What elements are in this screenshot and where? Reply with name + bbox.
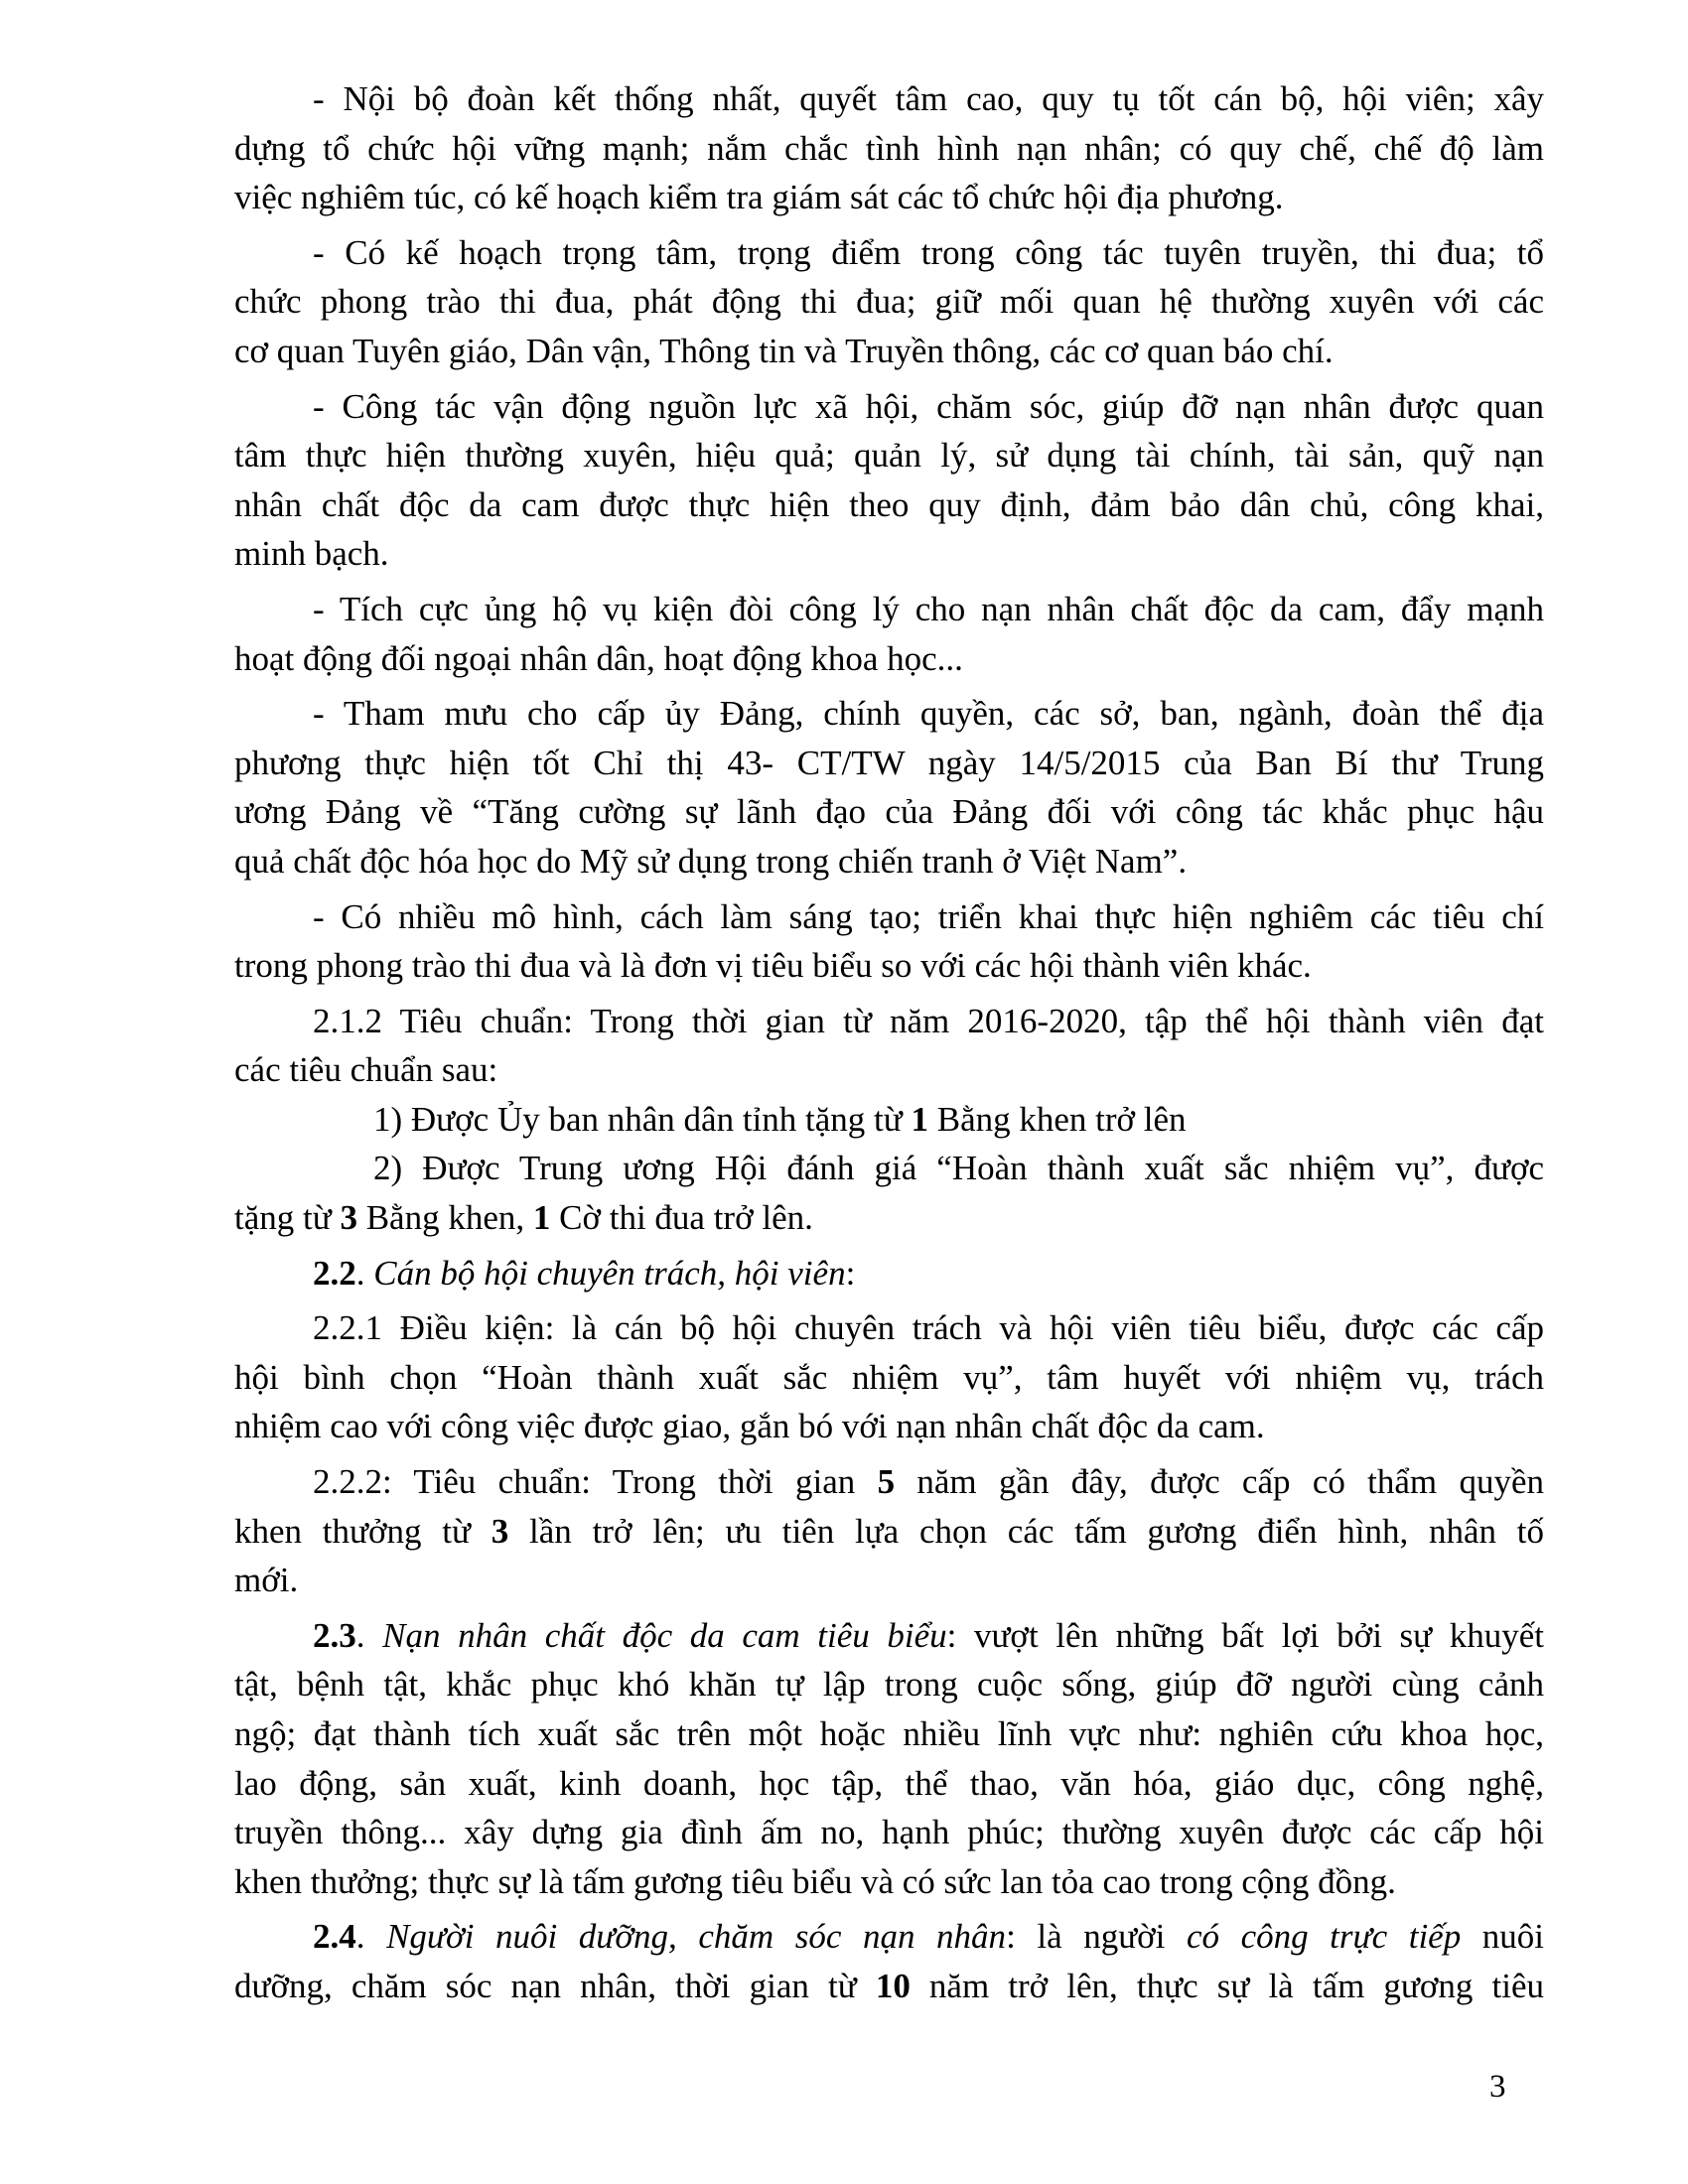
text-segment: nhiệm cao với công việc được giao, gắn bó với nạn nhân chất độc da cam.	[234, 1407, 1265, 1446]
bold-text: 5	[877, 1462, 896, 1502]
text-segment: khen thưởng; thực sự là tấm gương tiêu biểu và có sức lan tỏa cao trong cộng đồng.	[234, 1861, 1396, 1901]
text-line	[234, 1193, 1544, 1243]
text-line	[234, 1095, 1544, 1145]
text-line	[234, 1507, 1544, 1557]
text-line	[234, 1402, 1544, 1451]
paragraph	[234, 1144, 1544, 1242]
text-line	[234, 787, 1544, 837]
bold-text: 1	[911, 1099, 928, 1139]
text-segment: - Có kế hoạch trọng tâm, trọng điểm trong công tác tuyên truyền, thi đua; tổ	[313, 232, 1544, 272]
paragraph	[234, 1611, 1544, 1907]
text-segment: : vượt lên những bất lợi bởi sự khuyết	[946, 1615, 1544, 1655]
text-segment: 2.1.2 Tiêu chuẩn: Trong thời gian từ năm 2016-2020, tập thể hội thành viên đạt	[313, 1001, 1544, 1040]
text-segment: - Có nhiều mô hình, cách làm sáng tạo; triển khai thực hiện nghiêm các tiêu chí	[313, 896, 1544, 936]
italic-text: Cán bộ hội chuyên trách, hội viên	[373, 1253, 846, 1293]
text-segment: truyền thông... xây dựng gia đình ấm no, hạnh phúc; thường xuyên được các cấp hội	[234, 1813, 1544, 1852]
text-line	[234, 1759, 1544, 1809]
text-segment: nhân chất độc da cam được thực hiện theo quy định, đảm bảo dân chủ, công khai,	[234, 484, 1544, 524]
bold-text: 3	[491, 1511, 509, 1551]
text-line	[234, 431, 1544, 480]
text-line	[234, 892, 1544, 942]
paragraph	[234, 892, 1544, 991]
text-line	[234, 1962, 1544, 2011]
text-segment: - Công tác vận động nguồn lực xã hội, chăm sóc, giúp đỡ nạn nhân được quan	[313, 386, 1544, 426]
text-segment: chức phong trào thi đua, phát động thi đua; giữ mối quan hệ thường xuyên với các	[234, 282, 1544, 322]
text-line	[234, 1912, 1544, 1962]
text-segment: minh bạch.	[234, 534, 389, 574]
text-segment: lần trở lên; ưu tiên lựa chọn các tấm gương điển hình, nhân tố	[508, 1511, 1545, 1551]
text-line	[234, 1045, 1544, 1095]
text-segment: hoạt động đối ngoại nhân dân, hoạt động khoa học...	[234, 638, 963, 678]
text-segment: dưỡng, chăm sóc nạn nhân, thời gian từ	[234, 1966, 876, 2005]
text-segment: Cờ thi đua trở lên.	[550, 1198, 813, 1238]
bold-text: 10	[875, 1966, 911, 2005]
text-segment: cơ quan Tuyên giáo, Dân vận, Thông tin và Truyền thông, các cơ quan báo chí.	[234, 331, 1334, 370]
text-line	[234, 1857, 1544, 1907]
text-segment: năm gần đây, được cấp có thẩm quyền	[895, 1462, 1544, 1502]
text-segment: 1) Được Ủy ban nhân dân tỉnh tặng từ	[373, 1099, 912, 1139]
text-segment: lao động, sản xuất, kinh doanh, học tập, thể thao, văn hóa, giáo dục, công nghệ,	[234, 1763, 1544, 1803]
paragraph	[234, 382, 1544, 579]
text-segment: phương thực hiện tốt Chỉ thị 43- CT/TW ngày 14/5/2015 của Ban Bí thư Trung	[234, 743, 1544, 782]
text-segment: :	[845, 1253, 856, 1293]
text-line	[234, 1611, 1544, 1661]
text-line	[234, 480, 1544, 530]
text-segment: Bằng khen trở lên	[927, 1099, 1187, 1139]
text-segment: các tiêu chuẩn sau:	[234, 1050, 498, 1090]
text-line	[234, 585, 1544, 634]
bold-text: 2.4	[313, 1917, 356, 1957]
text-segment: 2) Được Trung ương Hội đánh giá “Hoàn thành xuất sắc nhiệm vụ”, được	[373, 1149, 1544, 1188]
text-line	[234, 739, 1544, 788]
text-segment: tâm thực hiện thường xuyên, hiệu quả; quản lý, sử dụng tài chính, tài sản, quỹ nạn	[234, 436, 1544, 476]
text-segment: .	[355, 1615, 383, 1655]
text-line	[234, 997, 1544, 1046]
text-segment: : là người	[1006, 1917, 1187, 1957]
text-line	[234, 173, 1544, 222]
bold-text: 1	[532, 1198, 551, 1238]
text-line	[234, 124, 1544, 174]
text-segment: Bằng khen,	[356, 1198, 533, 1238]
paragraph	[234, 1303, 1544, 1451]
text-line	[234, 837, 1544, 887]
paragraph	[234, 74, 1544, 222]
text-line	[234, 689, 1544, 739]
text-line	[234, 1144, 1544, 1193]
text-line	[234, 941, 1544, 991]
text-segment: trong phong trào thi đua và là đơn vị tiêu biểu so với các hội thành viên khác.	[234, 946, 1312, 986]
text-line	[234, 529, 1544, 579]
text-segment: quả chất độc hóa học do Mỹ sử dụng trong chiến tranh ở Việt Nam”.	[234, 841, 1188, 881]
text-line	[234, 1457, 1544, 1507]
text-segment: - Tích cực ủng hộ vụ kiện đòi công lý cho nạn nhân chất độc da cam, đẩy mạnh	[313, 589, 1544, 628]
paragraph	[234, 1249, 1544, 1298]
text-segment: - Tham mưu cho cấp ủy Đảng, chính quyền, các sở, ban, ngành, đoàn thể địa	[313, 694, 1544, 734]
paragraph	[234, 1457, 1544, 1605]
bold-text: 3	[340, 1198, 357, 1238]
text-segment: việc nghiêm túc, có kế hoạch kiểm tra giám sát các tổ chức hội địa phương.	[234, 178, 1284, 217]
document-page	[234, 74, 1544, 2011]
italic-text: Người nuôi dưỡng, chăm sóc nạn nhân	[386, 1917, 1007, 1957]
text-line	[234, 1249, 1544, 1298]
text-segment: năm trở lên, thực sự là tấm gương tiêu	[910, 1966, 1544, 2005]
bold-text: 2.2	[313, 1253, 356, 1293]
paragraph	[234, 228, 1544, 376]
text-line	[234, 277, 1544, 327]
bold-text: 2.3	[313, 1615, 356, 1655]
paragraph	[234, 1095, 1544, 1145]
text-segment: 2.2.2: Tiêu chuẩn: Trong thời gian	[313, 1462, 878, 1502]
text-line	[234, 1660, 1544, 1709]
paragraph	[234, 585, 1544, 683]
text-segment: - Nội bộ đoàn kết thống nhất, quyết tâm cao, quy tụ tốt cán bộ, hội viên; xây	[313, 79, 1544, 118]
text-line	[234, 1709, 1544, 1759]
text-line	[234, 327, 1544, 376]
text-segment: mới.	[234, 1561, 299, 1600]
text-segment: tật, bệnh tật, khắc phục khó khăn tự lập trong cuộc sống, giúp đỡ người cùng cảnh	[234, 1665, 1544, 1705]
paragraph	[234, 1912, 1544, 2010]
text-segment: .	[355, 1253, 374, 1293]
italic-text: Nạn nhân chất độc da cam tiêu biểu	[382, 1615, 947, 1655]
text-line	[234, 1808, 1544, 1857]
text-line	[234, 1303, 1544, 1353]
paragraph	[234, 689, 1544, 886]
text-line	[234, 1556, 1544, 1605]
text-line	[234, 74, 1544, 124]
text-segment: hội bình chọn “Hoàn thành xuất sắc nhiệm vụ”, tâm huyết với nhiệm vụ, trách	[234, 1357, 1544, 1397]
text-segment: ngộ; đạt thành tích xuất sắc trên một hoặc nhiều lĩnh vực như: nghiên cứu khoa học,	[234, 1714, 1544, 1753]
page-number: 3	[1489, 2069, 1506, 2105]
text-segment: nuôi	[1461, 1917, 1545, 1957]
text-segment: khen thưởng từ	[234, 1511, 492, 1551]
italic-text: có công trực tiếp	[1186, 1917, 1462, 1957]
paragraph	[234, 997, 1544, 1095]
text-segment: ương Đảng về “Tăng cường sự lãnh đạo của Đảng đối với công tác khắc phục hậu	[234, 792, 1544, 832]
text-line	[234, 1353, 1544, 1403]
text-line	[234, 228, 1544, 278]
text-line	[234, 382, 1544, 432]
text-segment: .	[355, 1917, 387, 1957]
text-segment: dựng tổ chức hội vững mạnh; nắm chắc tình hình nạn nhân; có quy chế, chế độ làm	[234, 128, 1544, 168]
text-segment: tặng từ	[234, 1198, 341, 1238]
text-segment: 2.2.1 Điều kiện: là cán bộ hội chuyên trách và hội viên tiêu biểu, được các cấp	[313, 1308, 1544, 1348]
text-line	[234, 634, 1544, 684]
